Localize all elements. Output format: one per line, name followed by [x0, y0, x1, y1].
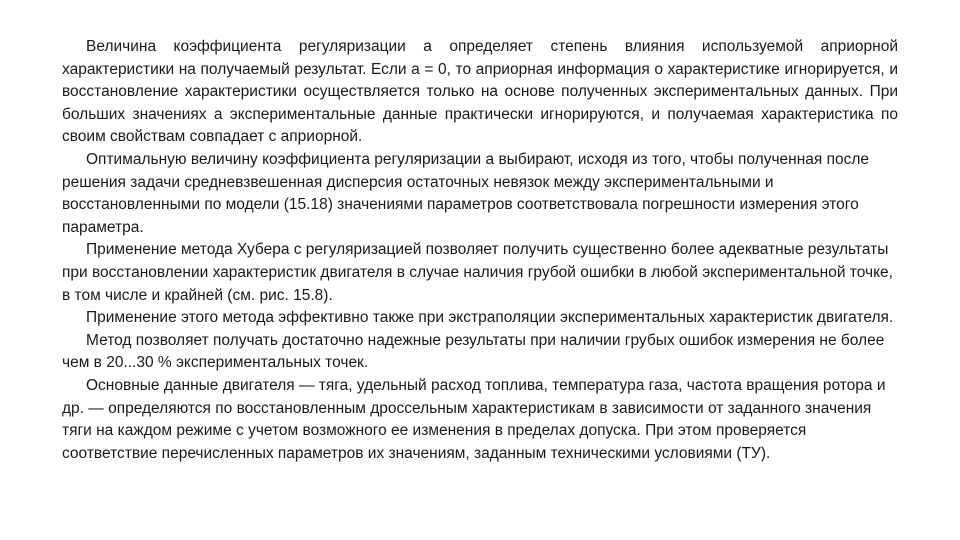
paragraph-huber-method: Применение метода Хубера с регуляризацией позволяет получить существенно более адекватные результаты при восстановлении характеристик двигателя в случае наличия грубой ошибки в любой экспериментальной точке, в том числе и крайней (см. рис. 15.8).: [62, 241, 893, 304]
text-body: [62, 36, 898, 465]
paragraph-optimal-coefficient: Оптимальную величину коэффициента регуляризации а выбирают, исходя из того, чтобы полученная после решения задачи средневзвешенная дисперсия остаточных невязок между экспериментальными и восстановленными по модели (15.18) значениями параметров соответствовала погрешности измерения этого параметра.: [62, 150, 870, 236]
paragraph-engine-data: Основные данные двигателя — тяга, удельный расход топлива, температура газа, частота вращения ротора и др. — определяются по восстановленным дроссельным характеристикам в зависимости от заданного значения тяги на каждом режиме с учетом возможного ее изменения в пределах допуска. При этом проверяется соответствие перечисленных параметров их значениям, заданным техническими условиями (ТУ).: [62, 376, 886, 462]
paragraph-extrapolation: Применение этого метода эффективно также при экстраполяции экспериментальных характеристик двигателя.: [86, 309, 894, 327]
paragraph-gross-errors: Метод позволяет получать достаточно надежные результаты при наличии грубых ошибок измерения не более чем в 20...30 % экспериментальных точек.: [62, 331, 885, 372]
paragraph-regularization-coefficient: Величина коэффициента регуляризации а определяет степень влияния используемой априорной характеристики на получаемый результат. Если а = 0, то априорная информация о характеристике игнорируется, и восстановление характеристики осуществляется только на основе полученных экспериментальных данных. При больших значениях а экспериментальные данные практически игнорируются, и получаемая характеристика по своим свойствам совпадает с априорной.: [62, 38, 898, 146]
